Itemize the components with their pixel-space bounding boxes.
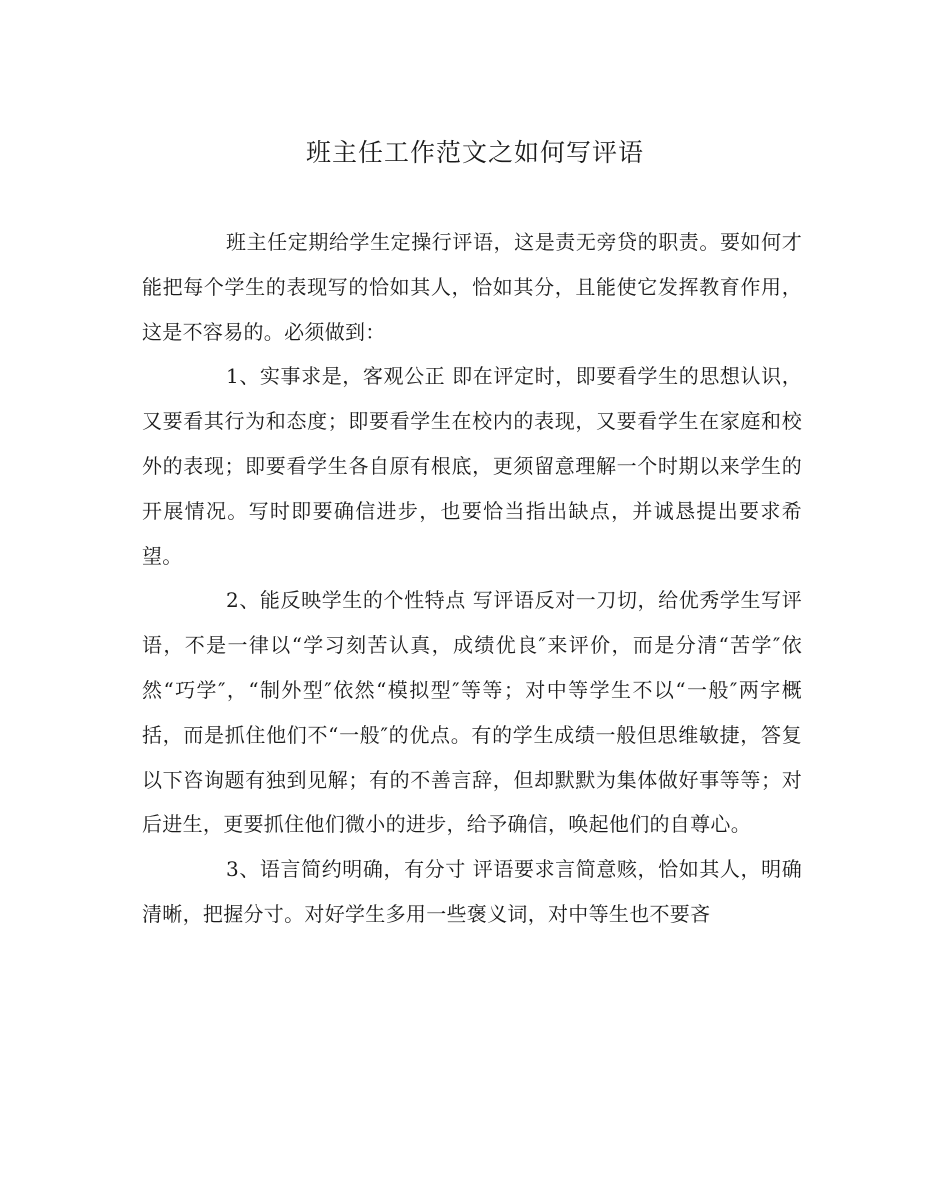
paragraph-point-2: 2、能反映学生的个性特点 写评语反对一刀切，给优秀学生写评语，不是一律以“学习刻苦认真，成绩优良″来评价，而是分清“苦学″依然“巧学″，“制外型″依然“模拟型″等等；对中等学生不以“一般″两字概括，而是抓住他们不“一般″的优点。有的学生成绩一般但思维敏捷，答复以下咨询题有独到见解；有的不善言辞，但却默默为集体做好事等等；对后进生，更要抓住他们微小的进步，给予确信，唤起他们的自尊心。	[142, 588, 802, 837]
document-body	[142, 220, 802, 937]
paragraph-point-3: 3、语言简约明确，有分寸 评语要求言简意赅，恰如其人，明确清晰，把握分寸。对好学生多用一些褒义词，对中等生也不要吝	[142, 857, 802, 926]
paragraph-intro: 班主任定期给学生定操行评语，这是责无旁贷的职责。要如何才能把每个学生的表现写的恰如其人，恰如其分，且能使它发挥教育作用，这是不容易的。必须做到：	[142, 230, 802, 344]
paragraph-point-1: 1、实事求是，客观公正 即在评定时，即要看学生的思想认识，又要看其行为和态度；即要看学生在校内的表现，又要看学生在家庭和校外的表现；即要看学生各自原有根底，更须留意理解一个时期以来学生的开展情况。写时即要确信进步，也要恰当指出缺点，并诚恳提出要求希望。	[142, 364, 802, 568]
document-title: 班主任工作范文之如何写评语	[305, 138, 644, 167]
